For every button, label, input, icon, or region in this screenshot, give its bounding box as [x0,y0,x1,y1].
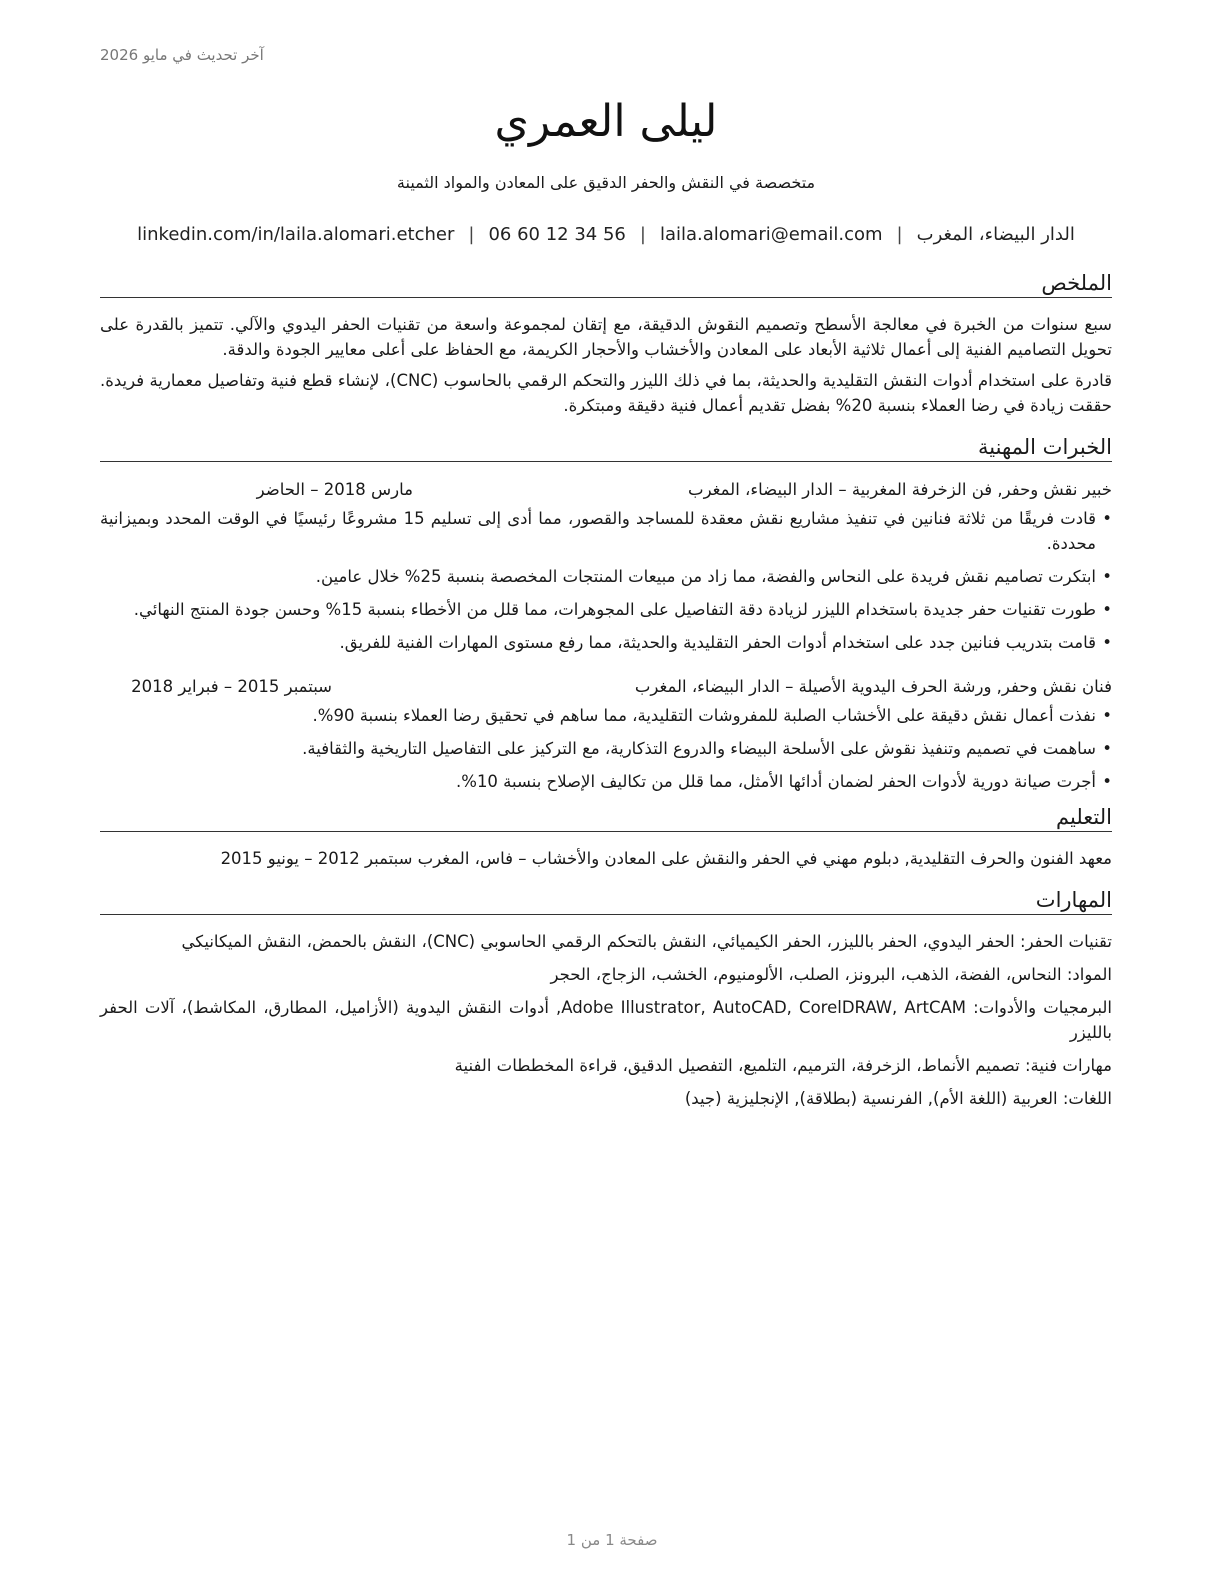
contact-separator: | [896,224,903,245]
job-entry [100,478,1112,655]
job-bullets [100,506,1112,655]
job-bullet: • قادت فريقًا من ثلاثة فنانين في تنفيذ مشاريع نقش معقدة للمساجد والقصور، مما أدى إلى تسليم 15 مشروعًا رئيسيًا في الوقت المحدد وبميزانية محددة. [100,506,1112,556]
contact-location: الدار البيضاء، المغرب [916,224,1075,245]
job-header [100,478,1112,502]
page-number: صفحة 1 من 1 [566,1531,658,1549]
job-bullet: • ابتكرت تصاميم نقش فريدة على النحاس والفضة، مما زاد من مبيعات المنتجات المخصصة بنسبة 25% خلال عامين. [100,564,1112,589]
contact-email[interactable]: laila.alomari@email.com [659,224,883,245]
job-bullet: • طورت تقنيات حفر جديدة باستخدام الليزر لزيادة دقة التفاصيل على المجوهرات، مما قلل من الأخطاء بنسبة 15% وحسن جودة المنتج النهائي. [100,597,1112,622]
contact-line [100,222,1112,248]
job-bullet: • قامت بتدريب فنانين جدد على استخدام أدوات الحفر التقليدية والحديثة، مما رفع مستوى المهارات الفنية للفريق. [100,630,1112,655]
skill-line: مهارات فنية: تصميم الأنماط، الزخرفة، الترميم، التلميع، التفصيل الدقيق، قراءة المخططات الفنية [454,1056,1112,1075]
contact-separator: | [468,224,475,245]
skill-line: اللغات: العربية (اللغة الأم), الفرنسية (بطلاقة), الإنجليزية (جيد) [684,1089,1112,1108]
summary-paragraph: سبع سنوات من الخبرة في معالجة الأسطح وتصميم النقوش الدقيقة، مع إتقان لمجموعة واسعة من تقنيات الحفر اليدوي والآلي. تتميز بالقدرة على تحويل التصاميم الفنية إلى أعمال ثلاثية الأبعاد على المعادن والأخشاب والأحجار الكريمة، مع الحفاظ على أعلى معايير الجودة والدقة. [100,315,1112,359]
job-title-company: خبير نقش وحفر, فن الزخرفة المغربية – الدار البيضاء، المغرب [688,480,1112,499]
summary-section [100,270,1112,418]
skills-section [100,887,1112,1111]
skill-line: المواد: النحاس، الفضة، الذهب، البرونز، الصلب، الألومنيوم، الخشب، الزجاج، الحجر [550,965,1112,984]
job-bullet: • أجرت صيانة دورية لأدوات الحفر لضمان أدائها الأمثل، مما قلل من تكاليف الإصلاح بنسبة 10%. [100,769,1112,794]
candidate-title: متخصصة في النقش والحفر الدقيق على المعادن والمواد الثمينة [396,173,816,192]
job-dates: سبتمبر 2015 – فبراير 2018 [131,677,332,696]
job-bullet: • نفذت أعمال نقش دقيقة على الأخشاب الصلبة للمفروشات التقليدية، مما ساهم في تحقيق رضا العملاء بنسبة 90%. [100,703,1112,728]
contact-phone[interactable]: 06 60 12 34 56 [488,224,626,245]
summary-paragraph: قادرة على استخدام أدوات النقش التقليدية والحديثة، بما في ذلك الليزر والتحكم الرقمي بالحاسوب (CNC)، لإنشاء قطع فنية وتفاصيل معمارية فريدة. حققت زيادة في رضا العملاء بنسبة 20% بفضل تقديم أعمال فنية دقيقة ومبتكرة. [100,371,1112,415]
candidate-name: ليلى العمري [494,96,718,147]
resume-page [100,92,1112,1119]
education-section [100,804,1112,871]
contact-linkedin[interactable]: linkedin.com/in/laila.alomari.etcher [137,224,455,245]
education-heading: التعليم [100,804,1112,832]
skills-heading: المهارات [100,887,1112,915]
job-bullets [100,703,1112,794]
job-dates: مارس 2018 – الحاضر [256,480,413,499]
job-bullet: • ساهمت في تصميم وتنفيذ نقوش على الأسلحة البيضاء والدروع التذكارية، مع التركيز على التفاصيل التاريخية والثقافية. [100,736,1112,761]
skills-list [100,929,1112,1111]
contact-separator: | [639,224,646,245]
experience-section [100,434,1112,794]
job-title-company: فنان نقش وحفر, ورشة الحرف اليدوية الأصيلة – الدار البيضاء، المغرب [634,677,1112,696]
experience-heading: الخبرات المهنية [100,434,1112,462]
skill-line: البرمجيات والأدوات: Adobe Illustrator, AutoCAD, CorelDRAW, ArtCAM, أدوات النقش اليدوية (الأزاميل، المطارق، المكاشط)، آلات الحفر بالليزر [100,998,1112,1042]
job-header [100,675,1112,699]
skill-line: تقنيات الحفر: الحفر اليدوي، الحفر بالليزر، الحفر الكيميائي، النقش بالتحكم الرقمي الحاسوبي (CNC)، النقش بالحمض، النقش الميكانيكي [181,932,1112,951]
last-updated: آخر تحديث في مايو 2026 [100,46,264,64]
summary-heading: الملخص [100,270,1112,298]
job-entry [100,675,1112,794]
education-entry: معهد الفنون والحرف التقليدية, دبلوم مهني في الحفر والنقش على المعادن والأخشاب – فاس، المغرب سبتمبر 2012 – يونيو 2015 [220,849,1112,868]
